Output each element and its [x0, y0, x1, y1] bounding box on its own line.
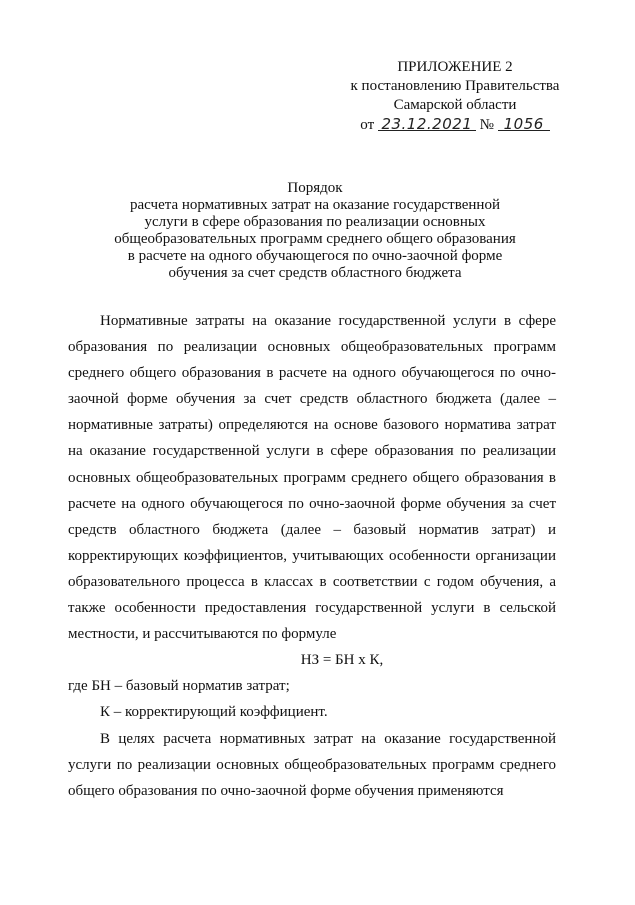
appendix-resolution-line: к постановлению Правительства	[350, 78, 560, 94]
appendix-title: ПРИЛОЖЕНИЕ 2	[397, 59, 513, 75]
paragraph-definition-k: К – корректирующий коэффициент.	[100, 704, 328, 721]
title-line: расчета нормативных затрат на оказание государственной	[130, 197, 500, 213]
paragraph-main: Нормативные затраты на оказание государственной услуги в сфере образования по реализации основных общеобразовательных программ среднего общего образования в расчете на одного обучающегося по очно-заочной форме обучения за счет средств областного бюджета (далее – нормативные затраты) определяются на основе базового норматива затрат на оказание государственной услуги в сфере образования по реализации основных общеобразовательных программ среднего общего образования в расчете на одного обучающегося по очно-заочной форме обучения за счет средств областного бюджета (далее – базовый норматив затрат) и корректирующих коэффициентов, учитывающих особенности организации образовательного процесса в классах в соответствии с годом обучения, а также особенности предоставления государственной услуги в сельской местности, и рассчитываются по формуле	[68, 313, 556, 643]
formula: НЗ = БН х К,	[300, 652, 384, 669]
from-prefix: от	[360, 117, 375, 133]
paragraph-calculation: В целях расчета нормативных затрат на оказание государственной услуги по реализации основных общеобразовательных программ среднего общего образования по очно-заочной форме обучения применяются	[68, 730, 556, 799]
document-title	[95, 180, 535, 282]
number-field	[498, 115, 550, 131]
title-line: услуги в сфере образования по реализации основных	[144, 214, 486, 230]
title-line: Порядок	[287, 180, 343, 196]
date-field	[378, 115, 476, 131]
appendix-date-number-line	[340, 115, 570, 135]
title-line: общеобразовательных программ среднего общего образования	[114, 231, 516, 247]
handwritten-date: 23.12.2021	[381, 115, 473, 133]
paragraph-definition-bn: где БН – базовый норматив затрат;	[68, 678, 290, 695]
title-line: в расчете на одного обучающегося по очно-заочной форме	[127, 248, 503, 264]
number-label: №	[479, 117, 494, 133]
title-line: обучения за счет средств областного бюджета	[168, 265, 462, 281]
appendix-region-line: Самарской области	[393, 97, 517, 113]
appendix-header	[340, 58, 570, 135]
document-body	[68, 308, 556, 804]
handwritten-number: 1056	[503, 115, 544, 133]
